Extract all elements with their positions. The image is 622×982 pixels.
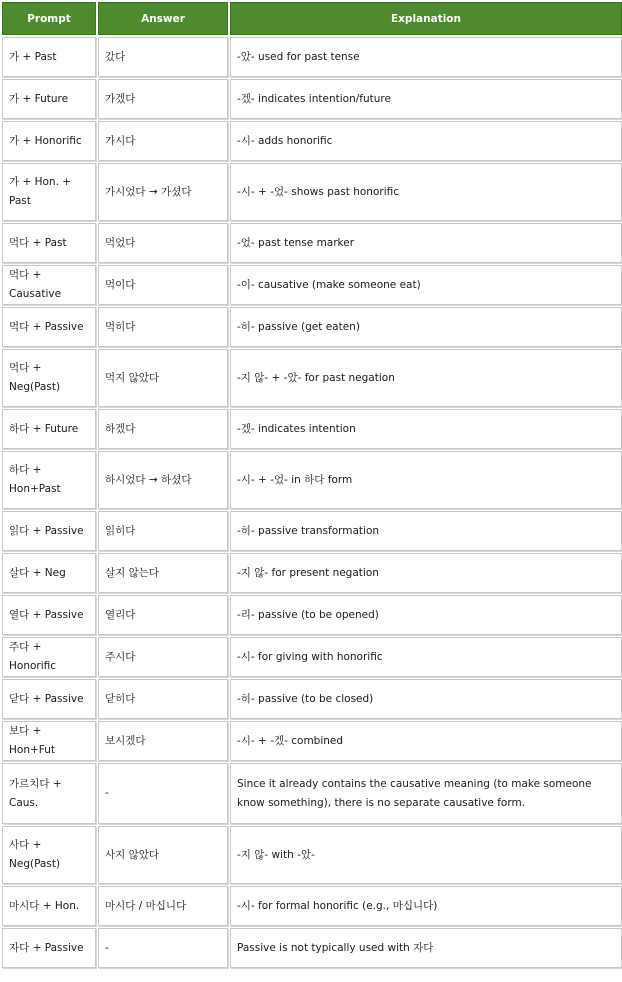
answer-cell: 가시었다 → 가셨다 [98, 163, 228, 221]
prompt-cell: 하다 + Future [2, 409, 96, 449]
prompt-cell: 주다 + Honorific [2, 637, 96, 677]
prompt-cell: 먹다 + Past [2, 223, 96, 263]
table-row [2, 307, 622, 347]
table-row [2, 511, 622, 551]
answer-cell: - [98, 763, 228, 824]
table-row [2, 595, 622, 635]
answer-cell: 먹이다 [98, 265, 228, 305]
explanation-cell: -히- passive (to be closed) [230, 679, 622, 719]
table-row [2, 721, 622, 761]
answer-cell: 열리다 [98, 595, 228, 635]
answer-cell: 하겠다 [98, 409, 228, 449]
explanation-cell: -겠- indicates intention [230, 409, 622, 449]
prompt-cell: 먹다 + Causative [2, 265, 96, 305]
explanation-cell: -지 않- + -았- for past negation [230, 349, 622, 407]
answer-cell: 먹히다 [98, 307, 228, 347]
explanation-cell: -지 않- for present negation [230, 553, 622, 593]
prompt-cell: 하다 + Hon+Past [2, 451, 96, 509]
table-row [2, 223, 622, 263]
explanation-cell: Passive is not typically used with 자다 [230, 928, 622, 968]
explanation-cell: -지 않- with -았- [230, 826, 622, 884]
explanation-cell: -었- past tense marker [230, 223, 622, 263]
header-prompt: Prompt [2, 2, 96, 35]
answer-cell: 하시었다 → 하셨다 [98, 451, 228, 509]
explanation-cell: -았- used for past tense [230, 37, 622, 77]
prompt-cell: 가 + Hon. + Past [2, 163, 96, 221]
table-row [2, 79, 622, 119]
header-explanation: Explanation [230, 2, 622, 35]
header-row [2, 2, 622, 35]
answer-cell: 가시다 [98, 121, 228, 161]
prompt-cell: 열다 + Passive [2, 595, 96, 635]
explanation-cell: -이- causative (make someone eat) [230, 265, 622, 305]
answer-cell: 사지 않았다 [98, 826, 228, 884]
answer-cell: 먹지 않았다 [98, 349, 228, 407]
table-row [2, 451, 622, 509]
answer-cell: 살지 않는다 [98, 553, 228, 593]
prompt-cell: 가 + Past [2, 37, 96, 77]
explanation-cell: -시- + -었- shows past honorific [230, 163, 622, 221]
explanation-cell: -시- for formal honorific (e.g., 마십니다) [230, 886, 622, 926]
table-row [2, 37, 622, 77]
prompt-cell: 가 + Honorific [2, 121, 96, 161]
table-row [2, 763, 622, 824]
answer-cell: 보시겠다 [98, 721, 228, 761]
table-row [2, 121, 622, 161]
table-row [2, 553, 622, 593]
table-row [2, 637, 622, 677]
prompt-cell: 사다 + Neg(Past) [2, 826, 96, 884]
answer-cell: 주시다 [98, 637, 228, 677]
table-row [2, 265, 622, 305]
explanation-cell: -시- + -겠- combined [230, 721, 622, 761]
answer-cell: 읽히다 [98, 511, 228, 551]
answer-cell: 갔다 [98, 37, 228, 77]
table-row [2, 409, 622, 449]
explanation-cell: -리- passive (to be opened) [230, 595, 622, 635]
table-row [2, 928, 622, 968]
explanation-cell: -히- passive (get eaten) [230, 307, 622, 347]
answer-cell: 닫히다 [98, 679, 228, 719]
answer-cell: 가겠다 [98, 79, 228, 119]
explanation-cell: -시- + -었- in 하다 form [230, 451, 622, 509]
answer-cell: 마시다 / 마십니다 [98, 886, 228, 926]
prompt-cell: 살다 + Neg [2, 553, 96, 593]
explanation-cell: -시- for giving with honorific [230, 637, 622, 677]
table-row [2, 679, 622, 719]
prompt-cell: 가르치다 + Caus. [2, 763, 96, 824]
table-row [2, 826, 622, 884]
explanation-cell: -히- passive transformation [230, 511, 622, 551]
prompt-cell: 닫다 + Passive [2, 679, 96, 719]
prompt-cell: 읽다 + Passive [2, 511, 96, 551]
prompt-cell: 먹다 + Passive [2, 307, 96, 347]
answer-cell: 먹었다 [98, 223, 228, 263]
table-row [2, 163, 622, 221]
table-row [2, 349, 622, 407]
header-answer: Answer [98, 2, 228, 35]
explanation-cell: -시- adds honorific [230, 121, 622, 161]
prompt-cell: 마시다 + Hon. [2, 886, 96, 926]
prompt-cell: 가 + Future [2, 79, 96, 119]
answer-cell: - [98, 928, 228, 968]
prompt-cell: 보다 + Hon+Fut [2, 721, 96, 761]
table-row [2, 886, 622, 926]
explanation-cell: Since it already contains the causative meaning (to make someone know something), there is no separate causative form. [230, 763, 622, 824]
prompt-cell: 먹다 + Neg(Past) [2, 349, 96, 407]
prompt-cell: 자다 + Passive [2, 928, 96, 968]
explanation-cell: -겠- indicates intention/future [230, 79, 622, 119]
